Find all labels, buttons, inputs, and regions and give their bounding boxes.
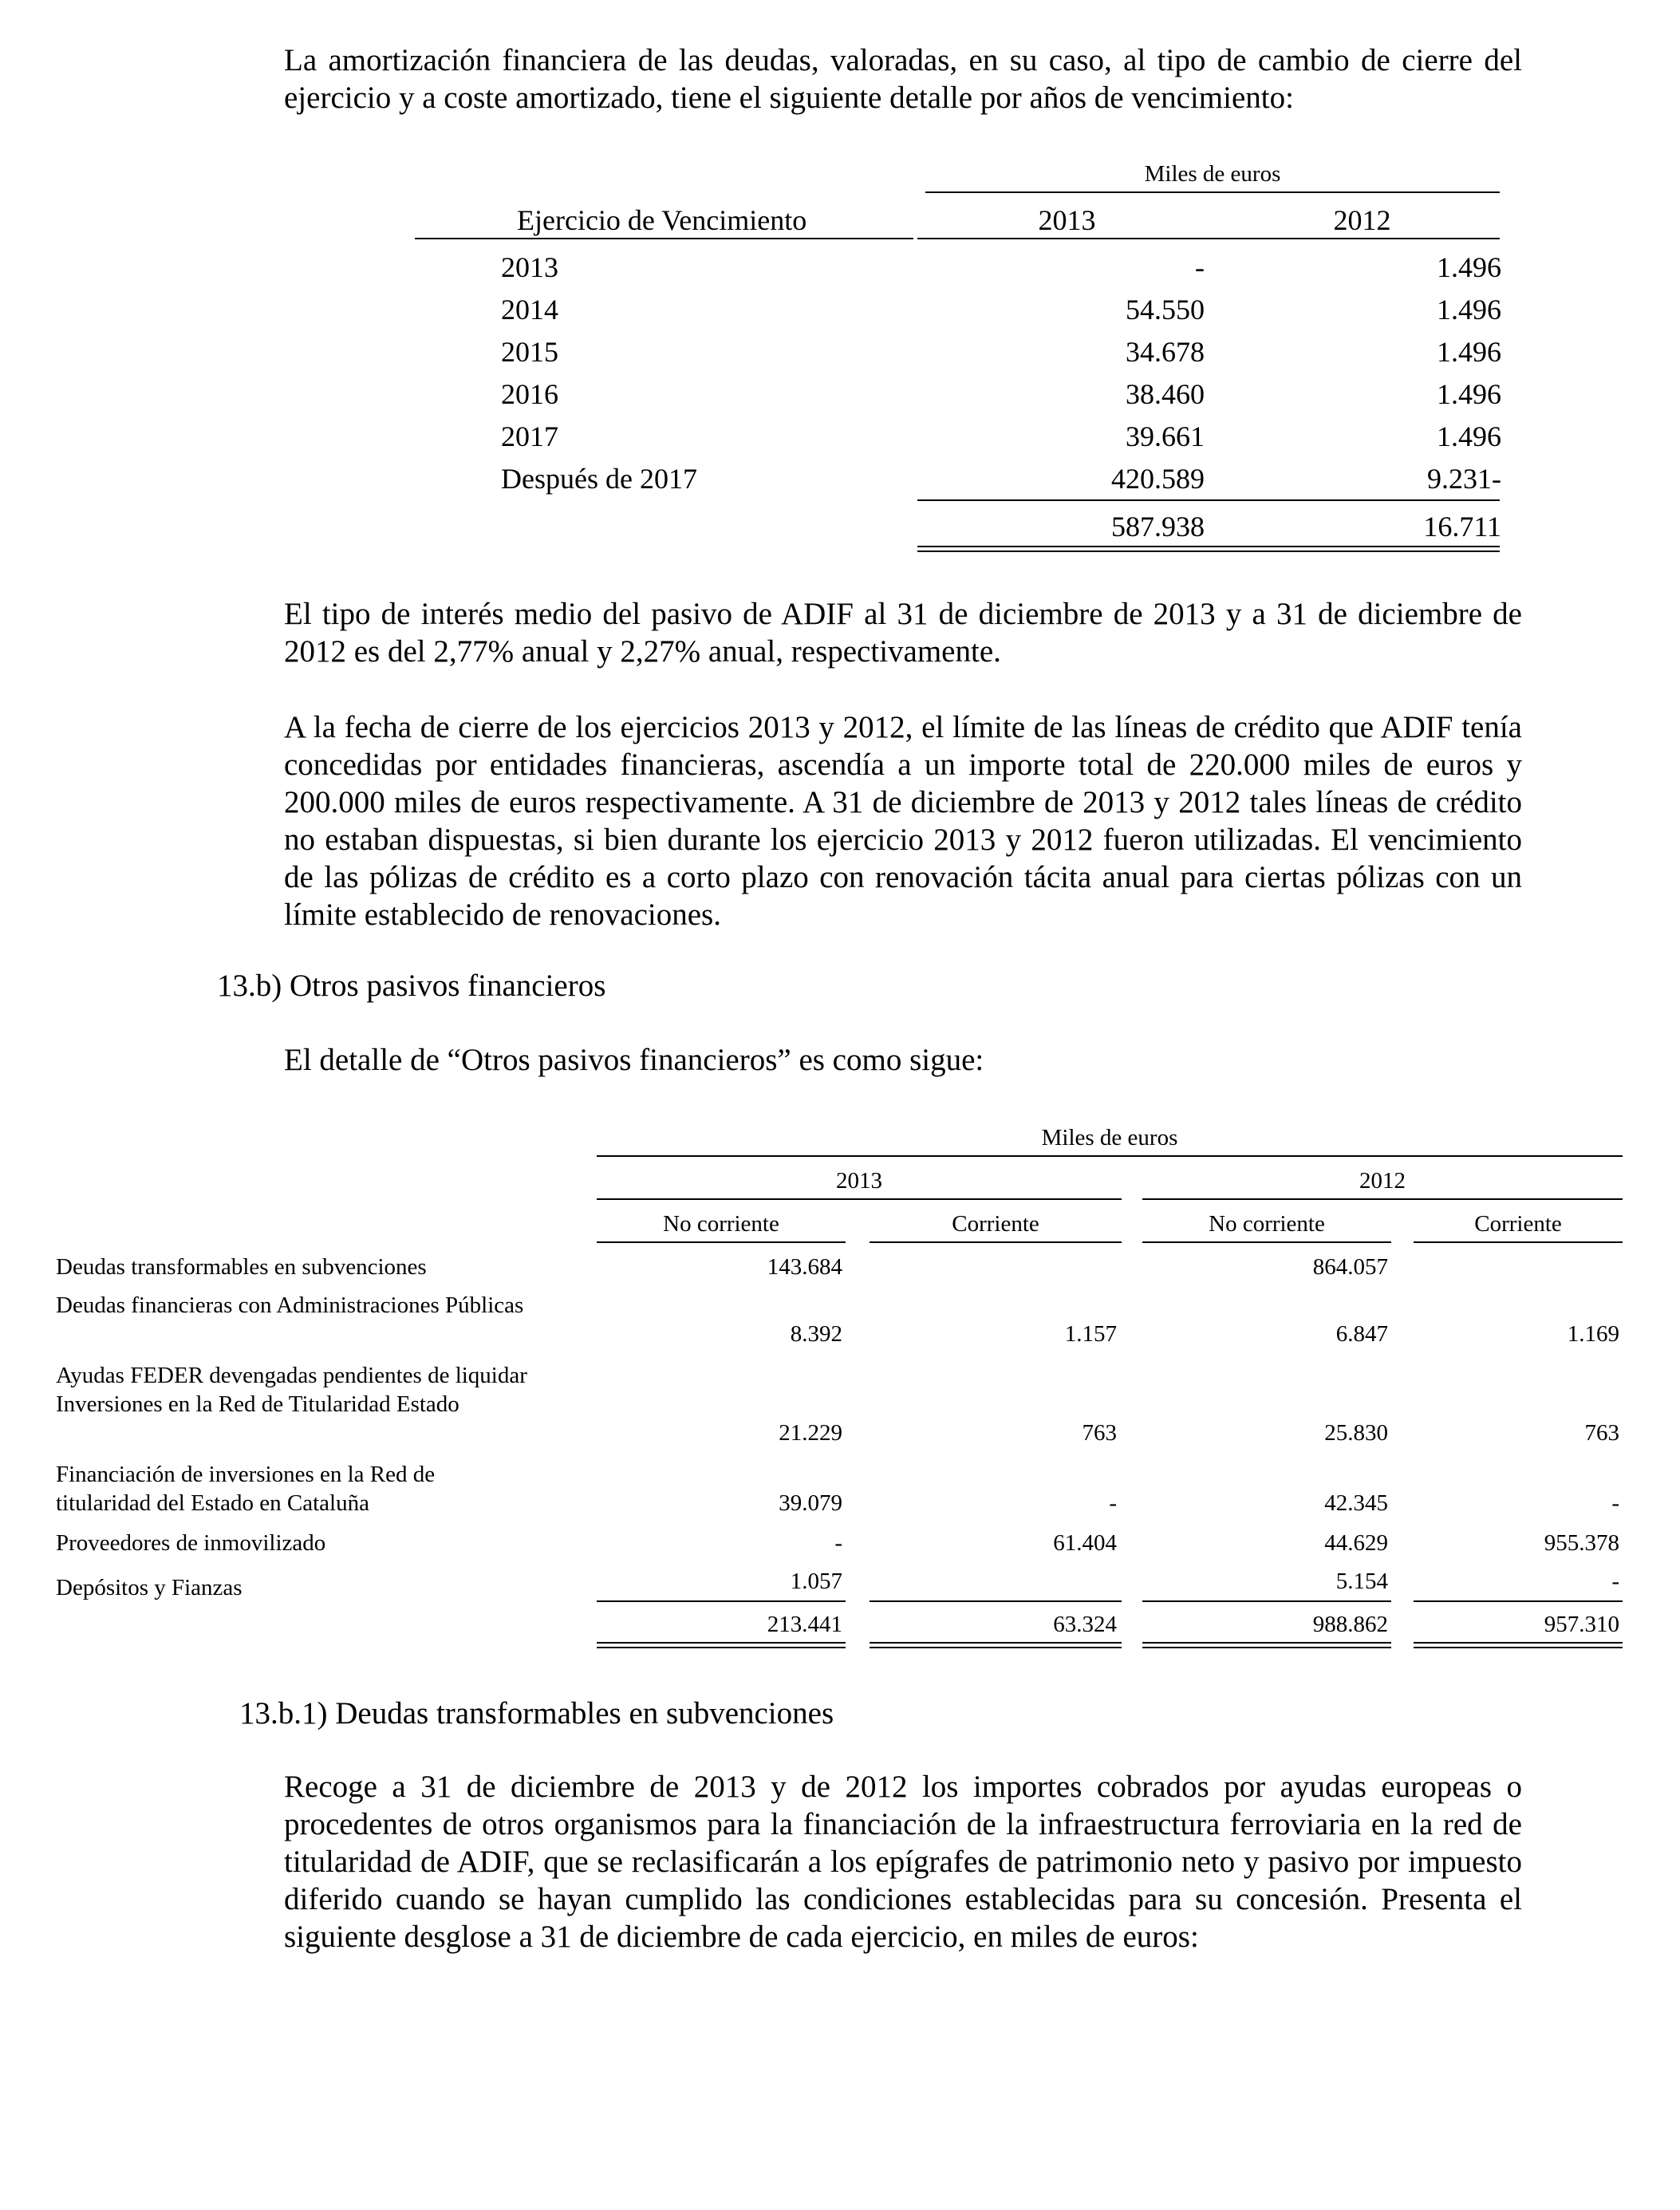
maturity-row-value-2013: - xyxy=(1195,251,1205,283)
maturity-row-label: Después de 2017 xyxy=(501,463,697,495)
divider xyxy=(1142,1241,1391,1243)
maturity-total-2012: 16.711 xyxy=(1423,511,1501,543)
cell-nc2012: 5.154 xyxy=(1335,1569,1388,1594)
cell-nc2012: 864.057 xyxy=(1312,1254,1388,1280)
subtotal-rule xyxy=(597,1600,846,1602)
cell-nc2013: 1.057 xyxy=(790,1569,842,1594)
maturity-col-2012: 2012 xyxy=(1333,204,1391,236)
table-row-label: Depósitos y Fianzas xyxy=(56,1575,243,1600)
divider xyxy=(1414,1241,1623,1243)
cell-nc2013: - xyxy=(834,1530,842,1556)
table-row-label: Proveedores de inmovilizado xyxy=(56,1530,326,1556)
section-13b1-heading: 13.b.1) Deudas transformables en subvenciones xyxy=(239,1696,834,1731)
maturity-row-value-2013: 39.661 xyxy=(1126,420,1205,452)
cell-nc2013: 21.229 xyxy=(779,1420,842,1446)
intro-paragraph: La amortización financiera de las deudas, valoradas, en su caso, al tipo de cambio de cierre del ejercicio y a coste amortizado, tiene el siguiente detalle por años de vencimiento: xyxy=(284,43,1522,115)
total-nc2012: 988.862 xyxy=(1312,1612,1388,1637)
maturity-row-value-2013: 54.550 xyxy=(1126,294,1205,326)
header-corriente-2013: Corriente xyxy=(952,1211,1039,1237)
cell-c2012: 763 xyxy=(1584,1420,1619,1446)
total-c2012: 957.310 xyxy=(1544,1612,1619,1637)
cell-nc2013: 8.392 xyxy=(790,1321,842,1347)
maturity-row-label: 2013 xyxy=(501,251,558,283)
total-double-rule xyxy=(1414,1642,1623,1648)
maturity-row-label: 2017 xyxy=(501,420,558,452)
cell-c2012: 1.169 xyxy=(1567,1321,1619,1347)
maturity-units-header: Miles de euros xyxy=(1144,161,1281,187)
total-double-rule xyxy=(870,1642,1122,1648)
table-row-label: Deudas financieras con Administraciones Públicas xyxy=(56,1292,524,1318)
table-row-label: Deudas transformables en subvenciones xyxy=(56,1254,427,1280)
section-13b-heading: 13.b) Otros pasivos financieros xyxy=(217,969,606,1003)
total-nc2013: 213.441 xyxy=(767,1612,842,1637)
total-double-rule xyxy=(917,546,1500,552)
maturity-row-label: 2014 xyxy=(501,294,558,326)
maturity-row-value-2012: 1.496 xyxy=(1437,336,1501,368)
cell-nc2013: 39.079 xyxy=(779,1490,842,1516)
divider xyxy=(925,191,1500,193)
cell-nc2012: 44.629 xyxy=(1324,1530,1388,1556)
credit-lines-paragraph: A la fecha de cierre de los ejercicios 2013 y 2012, el límite de las líneas de crédito que ADIF tenía concedidas por entidades financieras, ascendía a un importe total de 220.000 miles de euros y 200.000 miles de euros respectivamente. A 31 de diciembre de 2013 y 2012 tales líneas de crédito no estaban dispuestas, si bien durante los ejercicio 2013 y 2012 fueron utilizadas. El vencimiento de las pólizas de crédito es a corto plazo con renovación tácita anual para ciertas pólizas con un límite establecido de renovaciones. xyxy=(284,710,1522,932)
header-no-corriente-2012: No corriente xyxy=(1209,1211,1325,1237)
maturity-total-2013: 587.938 xyxy=(1111,511,1205,543)
other-year-2013: 2013 xyxy=(836,1168,882,1194)
cell-c2013: 1.157 xyxy=(1064,1321,1117,1347)
maturity-row-label: 2016 xyxy=(501,378,558,410)
maturity-row-value-2012: 1.496 xyxy=(1437,251,1501,283)
maturity-row-value-2012: 1.496 xyxy=(1437,378,1501,410)
cell-c2012: 955.378 xyxy=(1544,1530,1619,1556)
cell-nc2013: 143.684 xyxy=(767,1254,842,1280)
maturity-row-value-2013: 34.678 xyxy=(1126,336,1205,368)
total-double-rule xyxy=(597,1642,846,1648)
cell-c2012: - xyxy=(1611,1569,1619,1594)
cell-c2013: - xyxy=(1109,1490,1117,1516)
total-double-rule xyxy=(1142,1642,1391,1648)
cell-nc2012: 6.847 xyxy=(1335,1321,1388,1347)
divider xyxy=(597,1155,1623,1157)
maturity-row-value-2012: 9.231- xyxy=(1427,463,1501,495)
maturity-col-2013: 2013 xyxy=(1038,204,1096,236)
maturity-row-value-2012: 1.496 xyxy=(1437,294,1501,326)
table-row-label: Financiación de inversiones en la Red de titularidad del Estado en Cataluña xyxy=(56,1462,436,1516)
subtotal-rule xyxy=(917,499,1500,501)
maturity-row-value-2013: 420.589 xyxy=(1111,463,1205,495)
divider xyxy=(870,1241,1122,1243)
maturity-row-value-2013: 38.460 xyxy=(1126,378,1205,410)
divider xyxy=(597,1241,846,1243)
other-units-header: Miles de euros xyxy=(1041,1125,1178,1150)
header-corriente-2012: Corriente xyxy=(1474,1211,1562,1237)
maturity-row-label: 2015 xyxy=(501,336,558,368)
header-no-corriente-2013: No corriente xyxy=(663,1211,779,1237)
table-row-label: Ayudas FEDER devengadas pendientes de liquidar Inversiones en la Red de Titularidad Estado xyxy=(56,1363,527,1417)
divider xyxy=(597,1198,1122,1200)
divider xyxy=(1142,1198,1623,1200)
maturity-row-value-2012: 1.496 xyxy=(1437,420,1501,452)
cell-c2013: 763 xyxy=(1082,1420,1117,1446)
cell-c2012: - xyxy=(1611,1490,1619,1516)
subtotal-rule xyxy=(1142,1600,1391,1602)
subtotal-rule xyxy=(1414,1600,1623,1602)
maturity-row-header: Ejercicio de Vencimiento xyxy=(517,204,807,236)
interest-paragraph: El tipo de interés medio del pasivo de ADIF al 31 de diciembre de 2013 y a 31 de diciembre de 2012 es del 2,77% anual y 2,27% anual, respectivamente. xyxy=(284,597,1522,669)
cell-c2013: 61.404 xyxy=(1053,1530,1117,1556)
total-c2013: 63.324 xyxy=(1053,1612,1117,1637)
cell-nc2012: 42.345 xyxy=(1324,1490,1388,1516)
divider xyxy=(917,238,1500,239)
subtotal-rule xyxy=(870,1600,1122,1602)
cell-nc2012: 25.830 xyxy=(1324,1420,1388,1446)
section-13b-intro: El detalle de “Otros pasivos financieros” es como sigue: xyxy=(284,1043,984,1077)
section-13b1-paragraph: Recoge a 31 de diciembre de 2013 y de 2012 los importes cobrados por ayudas europeas o procedentes de otros organismos para la financiación de la infraestructura ferroviaria en la red de titularidad de ADIF, que se reclasificarán a los epígrafes de patrimonio neto y pasivo por impuesto diferido cuando se hayan cumplido las condiciones establecidas para su concesión. Presenta el siguiente desglose a 31 de diciembre de cada ejercicio, en miles de euros: xyxy=(284,1770,1522,1954)
other-year-2012: 2012 xyxy=(1359,1168,1406,1194)
divider xyxy=(415,238,913,239)
